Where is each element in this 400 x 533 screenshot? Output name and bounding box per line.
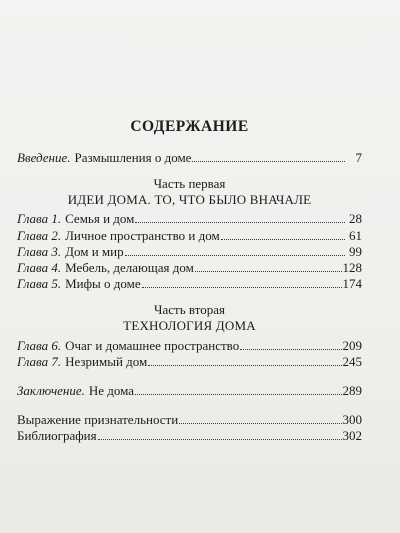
leader-dots bbox=[135, 384, 341, 395]
leader-dots bbox=[142, 277, 342, 288]
toc-entry-chapter-6 bbox=[17, 338, 362, 354]
entry-title: Мебель, делающая дом bbox=[65, 260, 194, 275]
leader-dots bbox=[192, 151, 345, 162]
entry-lead: Глава 3. bbox=[17, 244, 62, 259]
part-1-title: ИДЕИ ДОМА. ТО, ЧТО БЫЛО ВНАЧАЛЕ bbox=[67, 192, 312, 207]
entry-title: Семья и дом bbox=[65, 211, 135, 226]
entry-lead: Глава 4. bbox=[17, 260, 62, 275]
toc-entry-intro bbox=[17, 150, 362, 166]
entry-title: Библиография bbox=[17, 428, 97, 443]
leader-dots bbox=[221, 229, 345, 240]
leader-dots bbox=[179, 413, 341, 424]
entry-title: Размышления о доме bbox=[74, 150, 192, 165]
leader-dots bbox=[195, 261, 342, 272]
toc-entry-chapter-7 bbox=[17, 354, 362, 370]
entry-title: Незримый дом bbox=[65, 354, 148, 369]
toc-entry-acknowledgements bbox=[17, 412, 362, 428]
entry-page-number: 302 bbox=[342, 428, 362, 443]
entry-page-number: 99 bbox=[349, 244, 362, 259]
entry-page-number: 28 bbox=[349, 211, 362, 226]
entry-title: Дом и мир bbox=[65, 244, 124, 259]
toc-entry-chapter-5 bbox=[17, 276, 362, 292]
toc-entry-chapter-2 bbox=[17, 228, 362, 244]
toc-entry-conclusion bbox=[17, 383, 362, 399]
entry-title: Мифы о доме bbox=[65, 276, 141, 291]
entry-page-number: 245 bbox=[342, 354, 362, 369]
toc-heading: СОДЕРЖАНИЕ bbox=[130, 118, 249, 135]
toc-entry-chapter-1 bbox=[17, 211, 362, 227]
entry-lead: Глава 2. bbox=[17, 228, 62, 243]
entry-page-number: 209 bbox=[342, 338, 362, 353]
entry-page-number: 7 bbox=[355, 150, 362, 165]
entry-page-number: 174 bbox=[342, 276, 362, 291]
part-2-label: Часть вторая bbox=[154, 302, 225, 317]
part-2-title: ТЕХНОЛОГИЯ ДОМА bbox=[123, 318, 256, 333]
entry-title: Выражение признательности bbox=[17, 412, 179, 427]
leader-dots bbox=[98, 429, 342, 440]
entry-lead: Глава 5. bbox=[17, 276, 62, 291]
leader-dots bbox=[240, 339, 341, 350]
entry-lead: Введение. bbox=[17, 150, 71, 165]
entry-page-number: 61 bbox=[349, 228, 362, 243]
leader-dots bbox=[125, 245, 345, 256]
entry-page-number: 300 bbox=[342, 412, 362, 427]
entry-lead: Глава 1. bbox=[17, 211, 62, 226]
entry-title: Очаг и домашнее пространство bbox=[65, 338, 240, 353]
leader-dots bbox=[148, 355, 341, 366]
toc-entry-bibliography bbox=[17, 428, 362, 444]
toc-entry-chapter-3 bbox=[17, 244, 362, 260]
toc-entry-chapter-4 bbox=[17, 260, 362, 276]
entry-title: Личное пространство и дом bbox=[65, 228, 220, 243]
entry-title: Не дома bbox=[88, 383, 135, 398]
entry-lead: Заключение. bbox=[17, 383, 85, 398]
entry-lead: Глава 7. bbox=[17, 354, 62, 369]
part-1-label: Часть первая bbox=[153, 176, 226, 191]
leader-dots bbox=[135, 212, 345, 223]
entry-page-number: 128 bbox=[342, 260, 362, 275]
entry-lead: Глава 6. bbox=[17, 338, 62, 353]
entry-page-number: 289 bbox=[342, 383, 362, 398]
